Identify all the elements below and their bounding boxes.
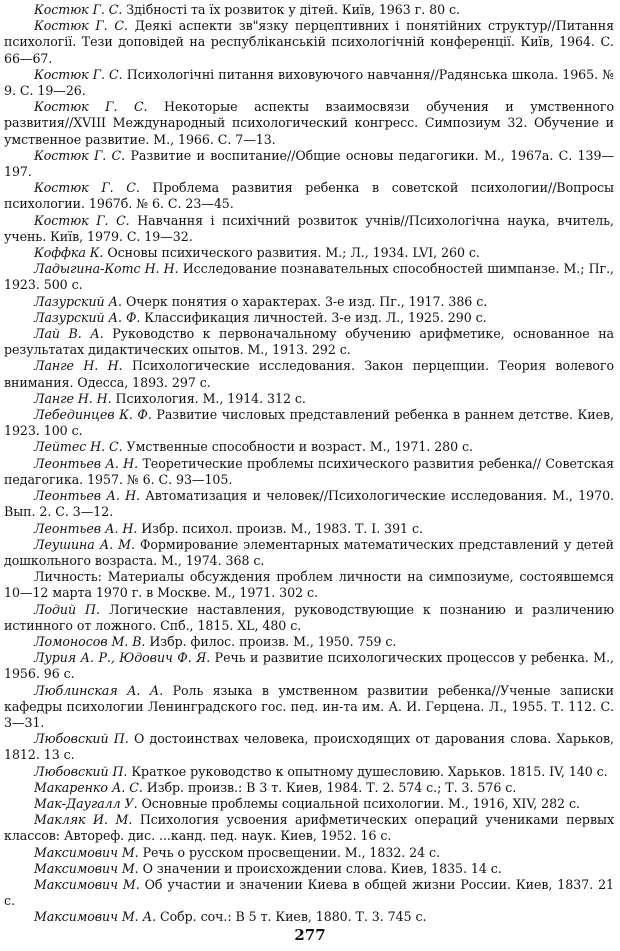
entry-text: Некоторые аспекты взаимосвязи обучения и умственного развития//XVIII Международный психологический конгресс. Симпозиум 32. Обучение и умственное развитие. М., 1966. С. 7—13. xyxy=(4,99,614,147)
entry-author: Костюк Г. С. xyxy=(34,180,140,196)
bibliography-entry xyxy=(4,310,614,326)
bibliography-entry xyxy=(4,877,614,909)
bibliography-entry xyxy=(4,391,614,407)
entry-text: Роль языка в умственном развитии ребенка//Ученые записки кафедры психологии Ленинградского гос. пед. ин-та им. А. И. Герцена. Л., 1955. Т. 112. С. 3—31. xyxy=(4,682,614,730)
entry-text: Проблема развития ребенка в советской психологии//Вопросы психологии. 1967б. № 6. С. 23—45. xyxy=(4,180,614,212)
entry-text: Собр. соч.: В 5 т. Киев, 1880. Т. 3. 745 с. xyxy=(160,909,427,925)
entry-author: Ланге Н. Н. xyxy=(34,390,112,406)
entry-author: Максимович М. xyxy=(34,860,139,876)
entry-author: Леонтьев А. Н. xyxy=(34,520,138,536)
entry-text: Очерк понятия о характерах. 3-е изд. Пг., 1917. 386 с. xyxy=(125,293,488,309)
entry-author: Леонтьев А. Н. xyxy=(34,455,139,471)
bibliography-entry xyxy=(4,213,614,245)
entry-text: Руководство к первоначальному обучению арифметике, основанное на результатах дидактических опытов. М., 1913. 292 с. xyxy=(4,326,614,358)
bibliography-entry xyxy=(4,521,614,537)
bibliography-entry xyxy=(4,180,614,212)
entry-author: Лурия А. Р., Юдович Ф. Я. xyxy=(34,650,211,666)
bibliography-entry xyxy=(4,569,614,601)
bibliography-entry xyxy=(4,650,614,682)
bibliography-entry xyxy=(4,148,614,180)
entry-text: Основы психического развития. М.; Л., 1934. LVI, 260 с. xyxy=(107,245,480,261)
entry-author: Леонтьев А. Н. xyxy=(34,488,140,504)
entry-text: Деякі аспекти зв"язку перцептивних і понятійних структур//Питання психології. Тези доповідей на республіканській психологічній конференції. Київ, 1964. С. 66—67. xyxy=(4,18,614,66)
entry-author: Лазурский А. Ф. xyxy=(34,309,141,325)
bibliography-entry xyxy=(4,812,614,844)
entry-text: Личность: Материалы обсуждения проблем личности на симпозиуме, состоявшемся 10—12 марта 1970 г. в Москве. М., 1971. 302 с. xyxy=(4,569,614,601)
entry-author: Лай В. А. xyxy=(34,326,104,342)
entry-text: Основные проблемы социальной психологии. М., 1916, XIV, 282 с. xyxy=(141,795,580,811)
entry-text: Умственные способности и возраст. М., 1971. 280 с. xyxy=(126,439,473,455)
bibliography-entry xyxy=(4,245,614,261)
entry-author: Лодий П. xyxy=(34,601,100,617)
bibliography-entry xyxy=(4,731,614,763)
entry-text: О достоинствах человека, происходящих от дарования слова. Харьков, 1812. 13 с. xyxy=(4,731,614,763)
entry-text: Исследование познавательных способностей шимпанзе. М.; Пг., 1923. 500 с. xyxy=(4,261,614,293)
entry-text: Психологические исследования. Закон перцепции. Теория волевого внимания. Одесса, 1893. 297 с. xyxy=(4,358,614,390)
entry-author: Ладыгина-Котс Н. Н. xyxy=(34,261,179,277)
entry-author: Ломоносов М. В. xyxy=(34,633,146,649)
entry-author: Макляк И. М. xyxy=(34,812,133,828)
bibliography-entry xyxy=(4,909,614,925)
entry-text: Речь и развитие психологических процессов у ребенка. М., 1956. 96 с. xyxy=(4,650,614,682)
entry-text: Избр. произв.: В 3 т. Киев, 1984. Т. 2. 574 с.; Т. 3. 576 с. xyxy=(146,779,517,795)
bibliography-entry xyxy=(4,99,614,148)
entry-author: Максимович М. xyxy=(34,876,140,892)
entry-text: Психологічні питання виховуючого навчання//Радянська школа. 1965. № 9. С. 19—26. xyxy=(4,66,614,99)
bibliography-entry xyxy=(4,780,614,796)
bibliography-entry xyxy=(4,796,614,812)
entry-text: Об участии и значении Киева в общей жизни России. Киев, 1837. 21 с. xyxy=(4,876,614,909)
entry-author: Любовский П. xyxy=(34,731,129,747)
entry-author: Лейтес Н. С. xyxy=(34,439,123,455)
entry-text: Развитие числовых представлений ребенка в раннем детстве. Киев, 1923. 100 с. xyxy=(4,407,614,439)
bibliography-entry xyxy=(4,683,614,732)
entry-author: Костюк Г. С. xyxy=(34,18,128,34)
entry-text: Формирование элементарных математических представлений у детей дошкольного возраста. М., 1974. 368 с. xyxy=(4,536,614,568)
entry-author: Костюк Г. С. xyxy=(34,212,130,228)
entry-text: Классификация личностей. 3-е изд. Л., 1925. 290 с. xyxy=(144,309,487,325)
entry-author: Костюк Г. С. xyxy=(34,147,126,163)
entry-author: Костюк Г. С. xyxy=(34,66,123,82)
entry-text: О значении и происхождении слова. Киев, 1835. 14 с. xyxy=(142,860,502,876)
entry-author: Максимович М. xyxy=(34,844,139,860)
entry-author: Леушина А. М. xyxy=(34,536,135,552)
entry-text: Развитие и воспитание//Общие основы педагогики. М., 1967а. С. 139—197. xyxy=(4,147,614,180)
bibliography-entry xyxy=(4,537,614,569)
bibliography-entry xyxy=(4,294,614,310)
bibliography-entry xyxy=(4,407,614,439)
entry-author: Лебединцев К. Ф. xyxy=(34,407,152,423)
entry-author: Костюк Г. С. xyxy=(34,99,148,115)
entry-text: Избр. филос. произв. М., 1950. 759 с. xyxy=(149,633,397,649)
entry-author: Люблинская А. А. xyxy=(34,682,164,698)
entry-author: Лазурский А. xyxy=(34,293,122,309)
entry-author: Костюк Г. С. xyxy=(34,2,123,17)
bibliography-entry xyxy=(4,488,614,520)
entry-author: Коффка К. xyxy=(34,245,104,261)
entry-text: Психология. М., 1914. 312 с. xyxy=(115,390,306,406)
bibliography-entry xyxy=(4,67,614,99)
entry-text: Психология усвоения арифметических операций учениками первых классов: Автореф. дис. ...канд. пед. наук. Киев, 1952. 16 с. xyxy=(4,812,615,844)
bibliography-entry xyxy=(4,358,614,390)
entry-text: Речь о русском просвещении. М., 1832. 24 с. xyxy=(142,844,441,860)
entry-author: Мак-Даугалл У. xyxy=(34,795,138,811)
entry-author: Ланге Н. Н. xyxy=(34,358,123,374)
bibliography-entry xyxy=(4,845,614,861)
entry-text: Теоретические проблемы психического развития ребенка// Советская педагогика. 1957. № 6. С. 93—105. xyxy=(4,455,614,487)
bibliography-entry xyxy=(4,439,614,455)
entry-text: Логические наставления, руководствующие к познанию и различению истинного от ложного. Спб., 1815. XL, 480 с. xyxy=(4,601,614,633)
page-number: 277 xyxy=(294,926,326,944)
bibliography-entry xyxy=(4,261,614,293)
entry-author: Любовский П. xyxy=(34,763,128,779)
bibliography-entry xyxy=(4,326,614,358)
bibliography-list xyxy=(4,2,614,926)
bibliography-entry xyxy=(4,2,614,18)
entry-text: Навчання і психічний розвиток учнів//Психологічна наука, вчитель, учень. Київ, 1979. С. 19—32. xyxy=(4,212,614,244)
entry-text: Избр. психол. произв. М., 1983. Т. I. 391 с. xyxy=(141,520,423,536)
entry-text: Краткое руководство к опытному душесловию. Харьков. 1815. IV, 140 с. xyxy=(131,763,608,779)
bibliography-entry xyxy=(4,602,614,634)
bibliography-entry xyxy=(4,861,614,877)
entry-author: Макаренко А. С. xyxy=(34,779,143,795)
entry-text: Здібності та їх розвиток у дітей. Київ, 1963 г. 80 с. xyxy=(126,2,460,17)
bibliography-entry xyxy=(4,764,614,780)
bibliography-entry xyxy=(4,18,614,67)
entry-text: Автоматизация и человек//Психологические исследования. М., 1970. Вып. 2. С. 3—12. xyxy=(4,488,614,520)
bibliography-entry xyxy=(4,634,614,650)
entry-author: Максимович М. А. xyxy=(34,909,157,925)
bibliography-entry xyxy=(4,456,614,488)
